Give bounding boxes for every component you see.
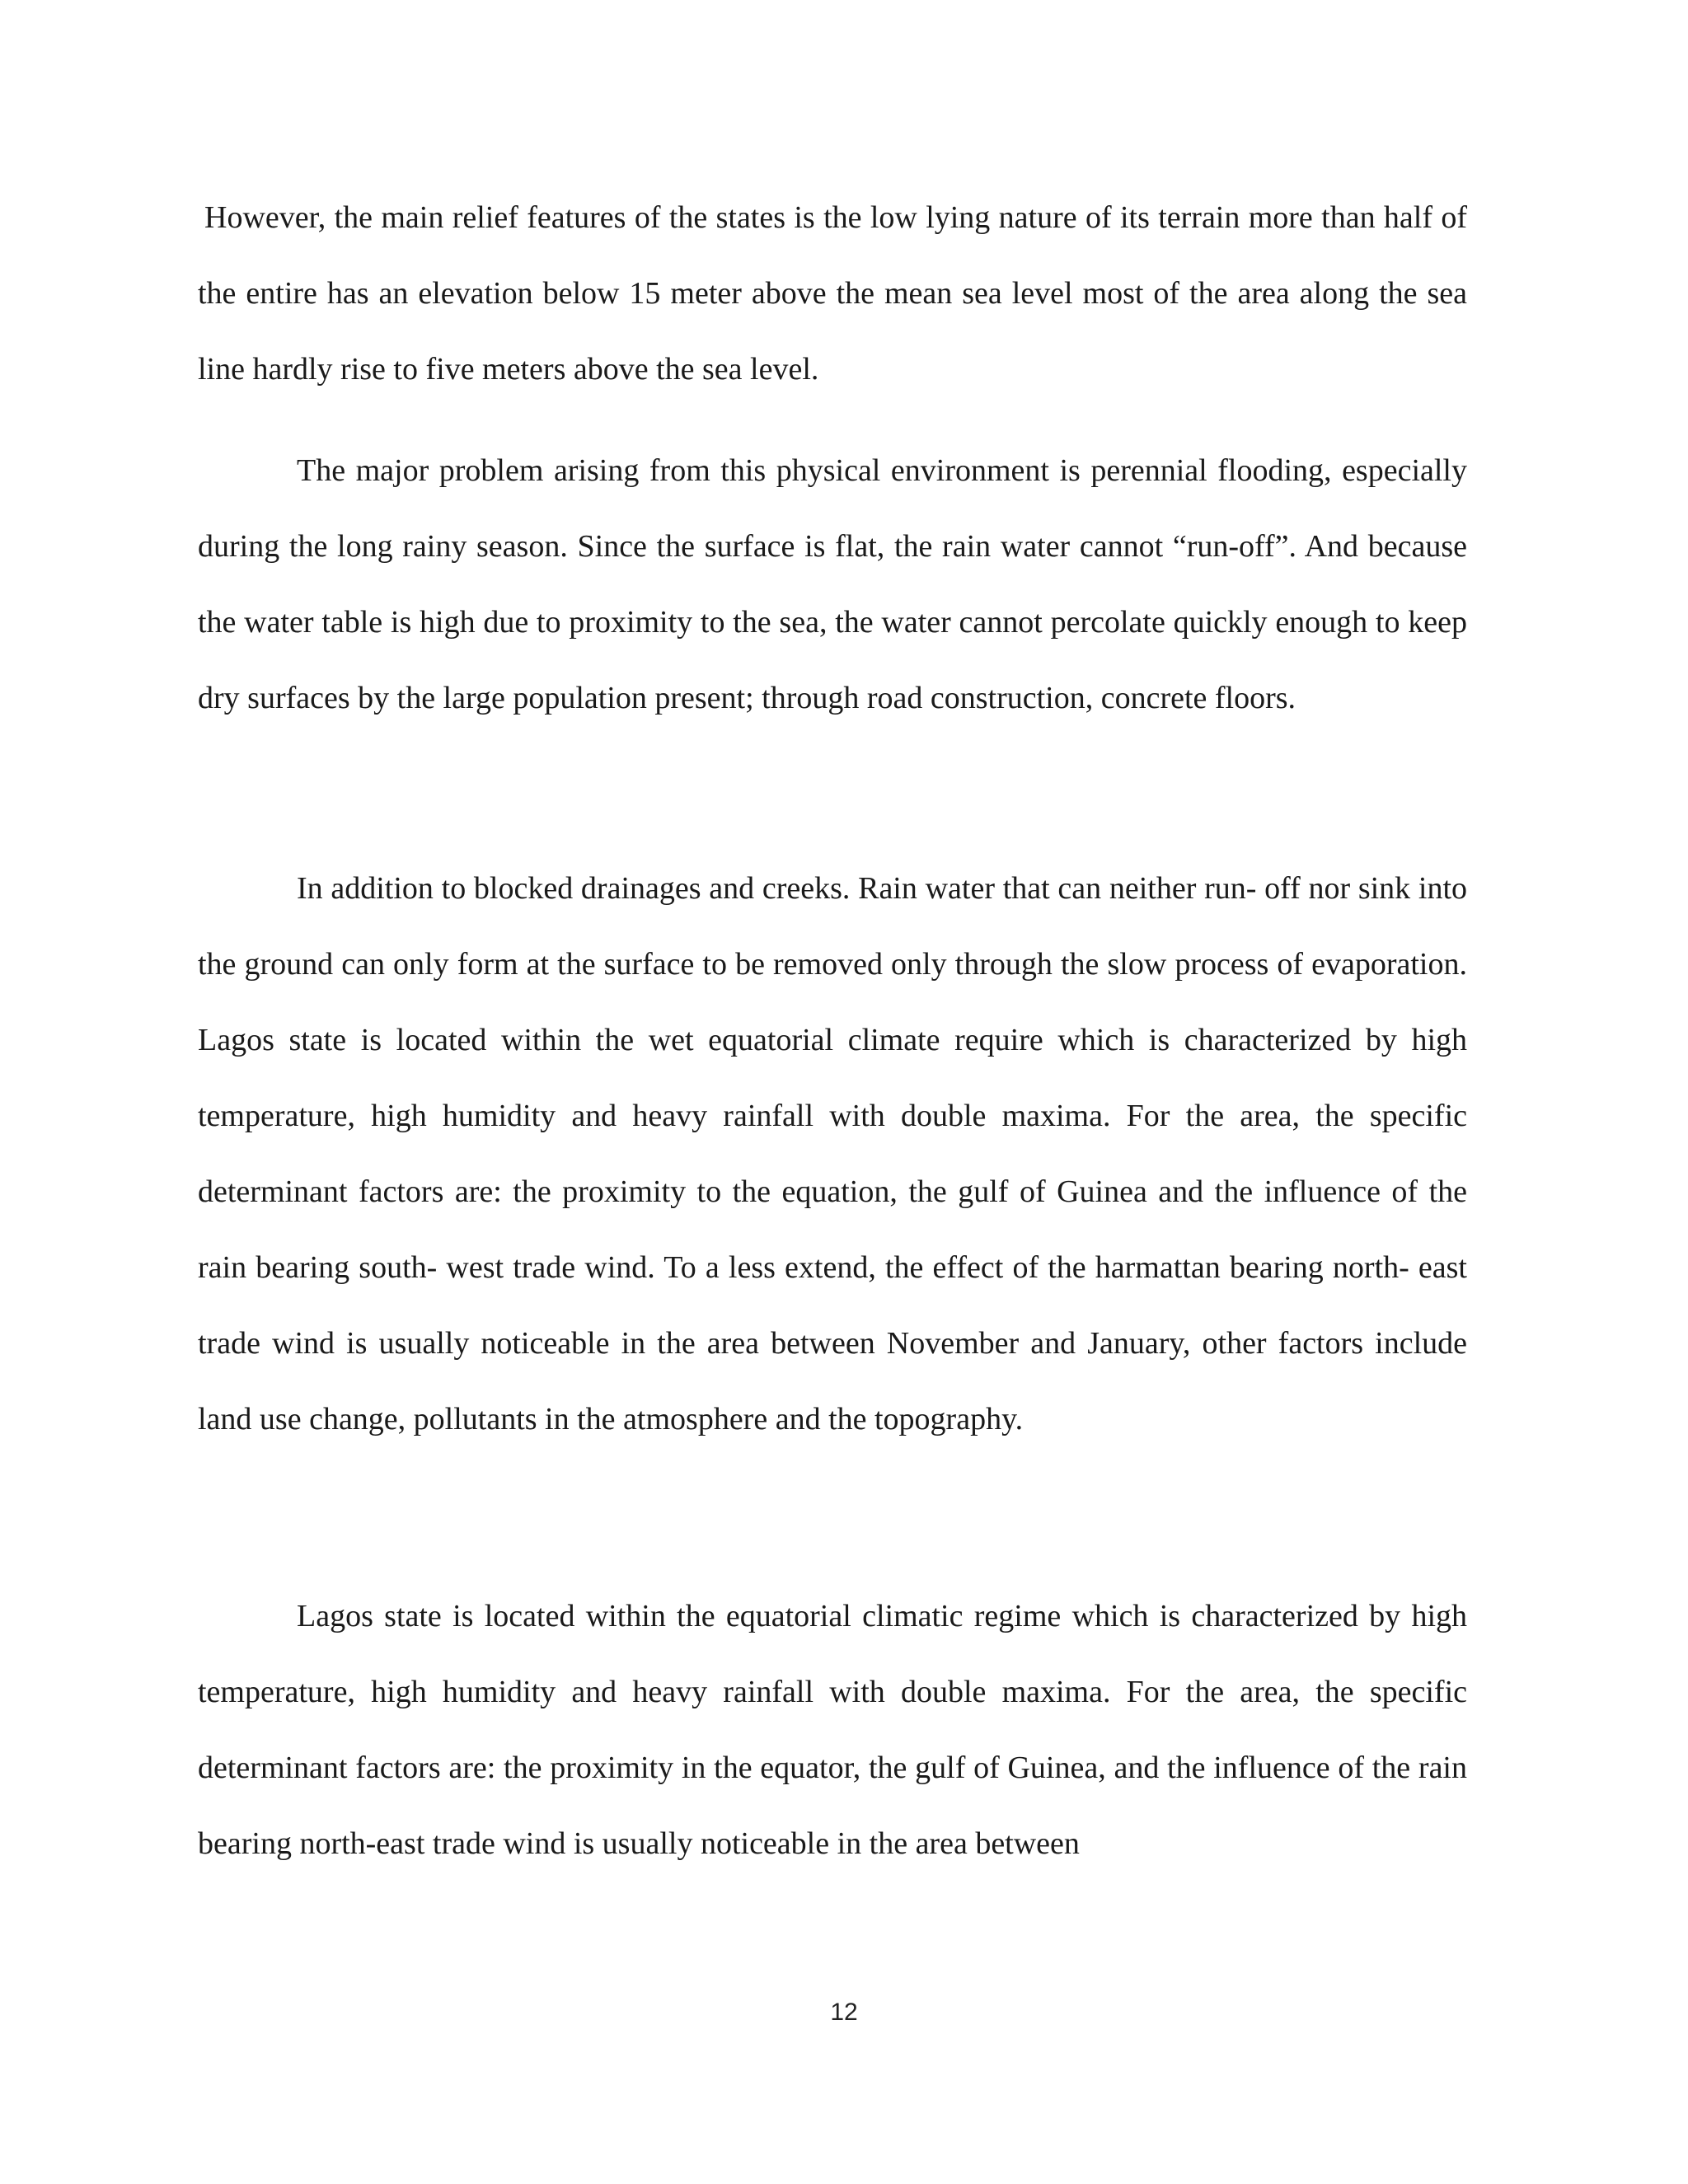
paragraph-2 — [198, 433, 1467, 736]
paragraph-text: However, the main relief features of the states is the low lying nature of its terrain more than half of the entire has an elevation below 15 meter above the mean sea level most of the area along the sea line hardly rise to five meters above the sea level. — [198, 200, 1467, 387]
paragraph-text: In addition to blocked drainages and creeks. Rain water that can neither run- off nor sink into the ground can only form at the surface to be removed only through the slow process of evaporation. Lagos state is located within the wet equatorial climate require which is characterized by high temperature, high humidity and heavy rainfall with double maxima. For the area, the specific determinant factors are: the proximity to the equation, the gulf of Guinea and the influence of the rain bearing south- west trade wind. To a less extend, the effect of the harmattan bearing north- east trade wind is usually noticeable in the area between November and January, other factors include land use change, pollutants in the atmosphere and the topography. — [198, 871, 1467, 1436]
page-number: 12 — [830, 1999, 858, 2026]
paragraph-text: Lagos state is located within the equatorial climatic regime which is characterized by high temperature, high humidity and heavy rainfall with double maxima. For the area, the specific determinant factors are: the proximity in the equator, the gulf of Guinea, and the influence of the rain bearing north-east trade wind is usually noticeable in the area between — [198, 1599, 1467, 1861]
paragraph-4 — [198, 1578, 1467, 1882]
paragraph-1 — [198, 180, 1467, 407]
paragraph-text: The major problem arising from this physical environment is perennial flooding, especially during the long rainy season. Since the surface is flat, the rain water cannot “run-off”. And because the water table is high due to proximity to the sea, the water cannot percolate quickly enough to keep dry surfaces by the large population present; through road construction, concrete floors. — [198, 453, 1467, 715]
paragraph-3 — [198, 851, 1467, 1457]
